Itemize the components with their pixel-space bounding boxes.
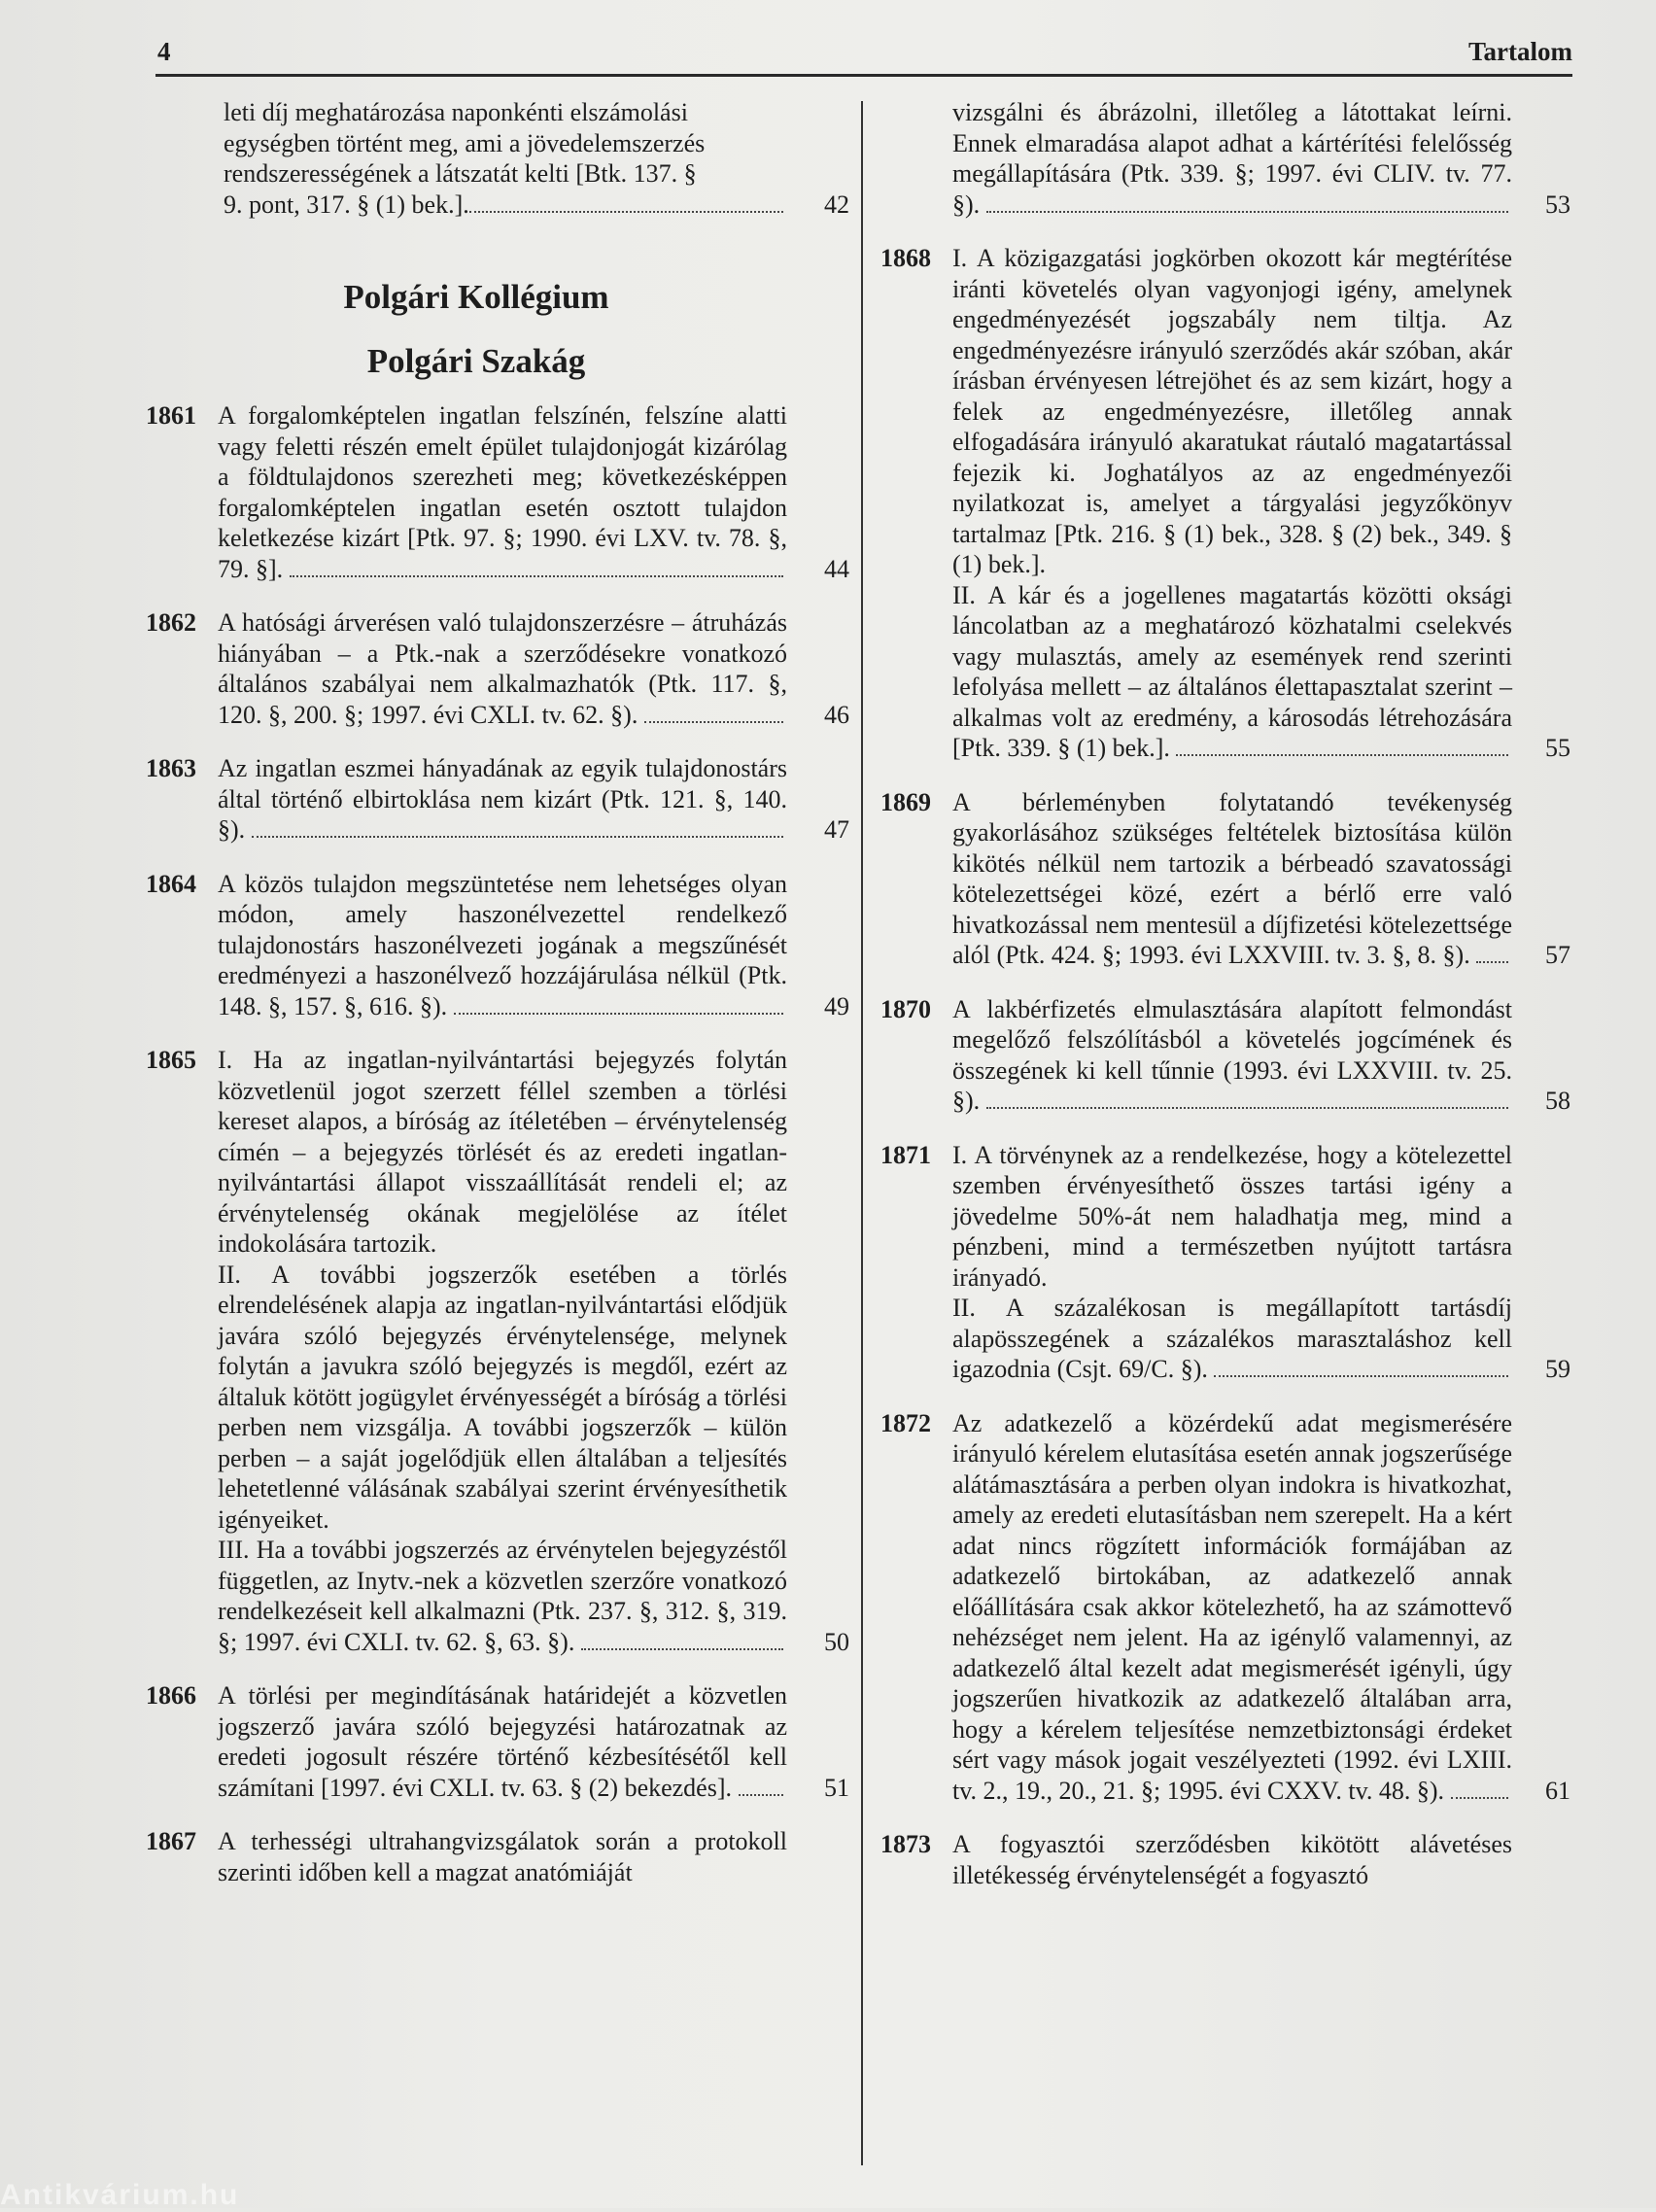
page-ref: 61 xyxy=(1545,1776,1570,1805)
entry-number: 1873 xyxy=(880,1830,931,1858)
dot-leader xyxy=(644,721,783,723)
entry-text: Az adatkezelő a közérdekű adat megismerésére irányuló kérelem elutasítása esetén annak jogszerűsége alátámasztására a perben olyan indokra is hivatkozhat, amely az eredeti elutasításban nem szerepelt. Ha a kért adat nincs rögzített információk formájában az adatkezelő birtokában, az adatkezelő annak előállítására csak akkor kötelezhető, ha az számottevő nehézséget nem jelent. Ha az igénylő valamennyi, az adatkezelő által kezelt adat megismerését igényli, úgy jogszerűen hivatkozik az adatkezelő általában arra, hogy a kérelem teljesítése nemzetbiztonsági érdeket sért vagy mások jogait veszélyezteti (1992. évi LXIII. tv. 2., 19., 20., 21. §; 1995. évi CXXV. tv. 48. §). xyxy=(952,1408,1512,1805)
intro-line: rendszerességének a látszatát kelti [Btk. 137. § xyxy=(224,159,697,188)
entry-number: 1867 xyxy=(146,1827,196,1855)
entry-text: II. A további jogszerzők esetében a törlés elrendelésének alapja az ingatlan-nyilvántartási elődjük javára szóló bejegyzés érvénytelensége, melynek folytán a javukra szóló bejegyzés is megdől, ezért az általuk kötött jogügylet érvényességét a bíróság a törlési perben nem vizsgálja. A további jogszerzők – külön perben – a saját jogelődjük ellen általában a teljesítés lehetetlenné válásának szabályai szerint érvényesíthetik igényeiket. xyxy=(218,1260,787,1534)
entry-number: 1864 xyxy=(146,869,196,898)
dot-leader xyxy=(581,1648,783,1650)
entry-number: 1861 xyxy=(146,401,196,430)
section-heading-kollegium: Polgári Kollégium xyxy=(343,278,609,316)
dot-leader xyxy=(986,1107,1508,1109)
page-ref: 53 xyxy=(1545,190,1570,219)
right-column xyxy=(880,97,1576,1914)
running-title: Tartalom xyxy=(1468,37,1572,66)
toc-entry xyxy=(146,607,855,730)
entry-text: II. A kár és a jogellenes magatartás közötti oksági láncolatban az a meghatározó közhatalmi cselekvés vagy mulasztás, amely az események rend szerinti lefolyása mellett – az általános élettapasztalat szerint – alkalmas volt az eredmény, a károsodás létrehozására [Ptk. 339. § (1) bek.]. xyxy=(952,580,1512,762)
section-heading-szakag: Polgári Szakág xyxy=(366,342,586,380)
toc-entry xyxy=(146,869,855,1022)
dot-leader xyxy=(1214,1375,1508,1377)
entry-number: 1866 xyxy=(146,1681,196,1710)
dot-leader xyxy=(1476,961,1508,963)
page-ref: 46 xyxy=(824,700,849,729)
dot-leader xyxy=(1176,754,1508,756)
dot-leader xyxy=(1451,1797,1508,1799)
column-divider xyxy=(861,101,863,2165)
toc-entry xyxy=(146,400,855,584)
entry-text: A törlési per megindításának határidejét a közvetlen jogszerző javára szóló bejegyzési határozatnak az eredeti jogosult részére történő kézbesítésétől kell számítani [1997. évi CXLI. tv. 63. § (2) bekezdés]. xyxy=(218,1681,787,1802)
dot-leader xyxy=(290,575,783,577)
intro-entry xyxy=(146,97,855,220)
toc-entry xyxy=(880,787,1576,971)
page-ref: 57 xyxy=(1545,941,1570,969)
entry-text: A terhességi ultrahangvizsgálatok során a protokoll szerinti időben kell a magzat anatómiáját xyxy=(218,1827,787,1886)
entry-text: A fogyasztói szerződésben kikötött alávetéses illetékesség érvénytelenségét a fogyasztó xyxy=(952,1830,1512,1889)
entry-text: III. Ha a további jogszerzés az érvénytelen bejegyzéstől független, az Inytv.-nek a közvetlen szerzőre vonatkozó rendelkezéseit kell alkalmazni (Ptk. 237. §, 312. §, 319. §; 1997. évi CXLI. tv. 62. §, 63. §). xyxy=(218,1536,787,1656)
page-ref: 44 xyxy=(824,554,849,583)
intro-line: 9. pont, 317. § (1) bek.]. xyxy=(224,190,787,221)
entry-text: vizsgálni és ábrázolni, illetőleg a látottakat leírni. Ennek elmaradása alapot adhat a kártérítési felelősség megállapítására (Ptk. 339. §; 1997. évi CLIV. tv. 77. §). xyxy=(952,98,1512,219)
watermark: Antikvárium.hu xyxy=(0,2179,240,2211)
page-ref: 55 xyxy=(1545,734,1570,762)
toc-entry xyxy=(880,243,1576,764)
page-ref: 51 xyxy=(824,1773,849,1802)
entry-number: 1869 xyxy=(880,787,931,816)
entry-text: I. Ha az ingatlan-nyilvántartási bejegyzés folytán közvetlenül jogot szerzett féllel szemben a törlési kereset alapos, a bíróság az ítéletében – érvénytelenség címén – a bejegyzés törlését és az eredeti ingatlan-nyilvántartási állapot visszaállítását rendeli el; az érvénytelenség okának megjelölése az ítélet indokolására tartozik. xyxy=(218,1046,787,1258)
toc-entry xyxy=(880,1408,1576,1807)
dot-leader xyxy=(739,1794,783,1796)
toc-entry xyxy=(146,1680,855,1803)
entry-text: II. A százalékosan is megállapított tartásdíj alapösszegének a százalékos marasztaláshoz kell igazodnia (Csjt. 69/C. §). xyxy=(952,1294,1512,1383)
page-ref: 59 xyxy=(1545,1355,1570,1383)
entry-number: 1872 xyxy=(880,1408,931,1437)
entry-number: 1871 xyxy=(880,1140,931,1169)
header-rule xyxy=(155,74,1572,77)
entry-text: I. A törvénynek az a rendelkezése, hogy a kötelezettel szemben érvényesíthető összes tartási igény a jövedelme 50%-át nem haladhatja meg, mind a pénzbeni, mind a természetben nyújtott tartásra irányadó. xyxy=(952,1140,1512,1292)
entry-number: 1868 xyxy=(880,244,931,272)
page-ref: 58 xyxy=(1545,1087,1570,1115)
page-ref: 42 xyxy=(824,190,849,219)
entry-number: 1870 xyxy=(880,994,931,1023)
entry-text: A bérleményben folytatandó tevékenység gyakorlásához szükséges feltételek biztosítása külön kikötés nélkül nem tartozik a bérbeadó szavatossági kötelezettségei közé, ezért a bérlő erre való hivatkozással nem mentesül a díjfizetési kötelezettsége alól (Ptk. 424. §; 1993. évi LXXVIII. tv. 3. §, 8. §). xyxy=(952,787,1512,969)
page-ref: 50 xyxy=(824,1627,849,1656)
dot-leader xyxy=(252,836,783,838)
page-ref: 47 xyxy=(824,815,849,844)
toc-entry xyxy=(880,97,1576,220)
left-entry-list xyxy=(146,400,855,1887)
toc-entry xyxy=(880,1829,1576,1890)
toc-entry xyxy=(880,1140,1576,1385)
toc-entry xyxy=(146,753,855,846)
intro-line: egységben történt meg, ami a jövedelemszerzés xyxy=(224,128,706,157)
page-ref: 49 xyxy=(824,991,849,1020)
left-column xyxy=(146,97,855,1911)
toc-entry xyxy=(146,1826,855,1887)
dot-leader xyxy=(986,211,1508,213)
dot-leader xyxy=(454,1013,783,1015)
entry-text: A hatósági árverésen való tulajdonszerzésre – átruházás hiányában – a Ptk.-nak a szerződésekre vonatkozó általános szabályai nem alkalmazhatók (Ptk. 117. §, 120. §, 200. §; 1997. évi CXLI. tv. 62. §). xyxy=(218,608,787,729)
entry-text: A lakbérfizetés elmulasztására alapított felmondást megelőző felszólításból a követelés jogcímének és összegének ki kell tűnnie (1993. évi LXXVIII. tv. 25. §). xyxy=(952,994,1512,1115)
entry-text: Az ingatlan eszmei hányadának az egyik tulajdonostárs által történő elbirtoklása nem kizárt (Ptk. 121. §, 140. §). xyxy=(218,754,787,844)
intro-line: leti díj meghatározása naponkénti elszámolási xyxy=(224,98,688,126)
page-number: 4 xyxy=(157,37,171,66)
page-header xyxy=(155,29,1572,74)
toc-entry xyxy=(880,994,1576,1117)
entry-number: 1862 xyxy=(146,608,196,637)
entry-number: 1863 xyxy=(146,754,196,782)
entry-text: A közös tulajdon megszüntetése nem lehetséges olyan módon, amely haszonélvezettel rendelkező tulajdonostárs haszonélvezeti jogának a megszűnését eredményezi a haszonélvező hozzájárulása nélkül (Ptk. 148. §, 157. §, 616. §). xyxy=(218,869,787,1020)
entry-text: A forgalomképtelen ingatlan felszínén, felszíne alatti vagy feletti részén emelt épület tulajdonjogát kizárólag a földtulajdonos szerezheti meg; következésképpen forgalomképtelen ingatlan esetén osztott tulajdon keletkezése kizárt [Ptk. 97. §; 1990. évi LXV. tv. 78. §, 79. §]. xyxy=(218,401,787,583)
entry-text: I. A közigazgatási jogkörben okozott kár megtérítése iránti követelés olyan vagyonjogi igény, amelynek engedményezését jogszabály nem tiltja. Az engedményezésre irányuló szerződés akár szóban, akár írásban érvényesen létrejöhet és az sem kizárt, hogy a felek az engedményezésre, illetőleg annak elfogadására irányuló akaratukat ráutaló magatartással fejezik ki. Joghatályos az az engedményezői nyilatkozat is, amelyet a tárgyalási jegyzőkönyv tartalmaz [Ptk. 216. § (1) bek., 328. § (2) bek., 349. § (1) bek.]. xyxy=(952,244,1512,578)
entry-number: 1865 xyxy=(146,1046,196,1074)
toc-entry xyxy=(146,1045,855,1657)
right-entry-list xyxy=(880,97,1576,1890)
